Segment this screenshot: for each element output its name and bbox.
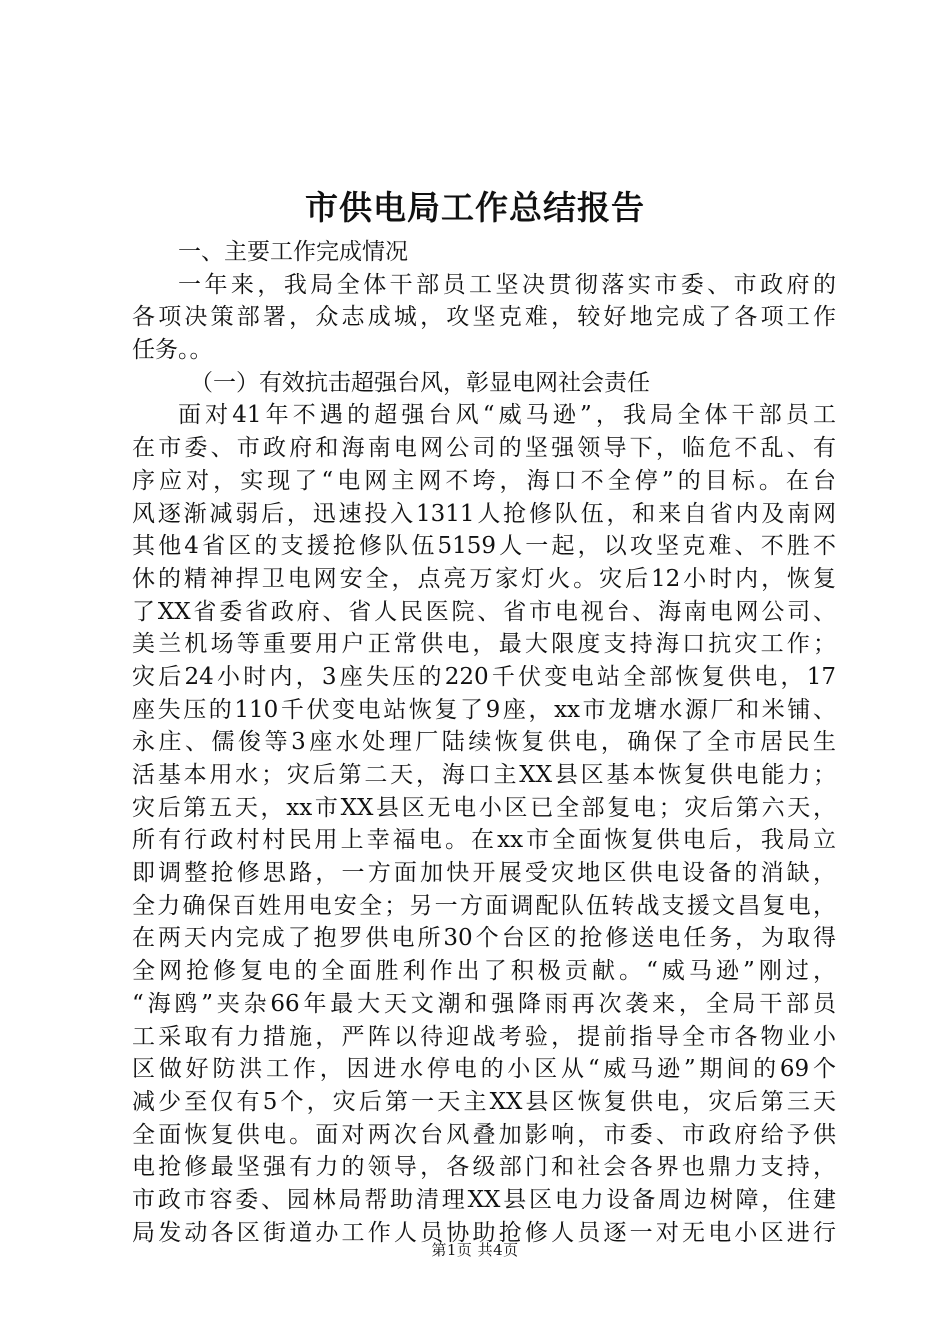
document-title: 市供电局工作总结报告 <box>305 188 645 227</box>
paragraph-line: 序应对，实现了“电网主网不垮，海口不全停”的目标。在台 <box>132 467 836 494</box>
document-body <box>132 236 836 1249</box>
paragraph-line: 美兰机场等重要用户正常供电，最大限度支持海口抗灾工作； <box>132 631 836 658</box>
paragraph-line: 工采取有力措施，严阵以待迎战考验，提前指导全市各物业小 <box>132 1023 836 1050</box>
paragraph-line: 其他4省区的支援抢修队伍5159人一起，以攻坚克难、不胜不 <box>132 533 836 560</box>
paragraph-line: 永庄、儒俊等3座水处理厂陆续恢复供电，确保了全市居民生 <box>132 729 836 756</box>
paragraph-line: 灾后24小时内，3座失压的220千伏变电站全部恢复供电，17 <box>132 663 836 690</box>
page-number-footer: 第1页 共4页 <box>431 1241 519 1259</box>
paragraph-line: 所有行政村村民用上幸福电。在xx市全面恢复供电后，我局立 <box>132 827 836 854</box>
paragraph-line: 面对41年不遇的超强台风“威马逊”，我局全体干部员工 <box>178 402 836 429</box>
paragraph-line: 减少至仅有5个，灾后第一天主XX县区恢复供电，灾后第三天 <box>132 1088 836 1115</box>
paragraph-line: 局发动各区街道办工作人员协助抢修人员逐一对无电小区进行 <box>132 1219 836 1246</box>
paragraph-line: 了XX省委省政府、省人民医院、省市电视台、海南电网公司、 <box>132 598 836 625</box>
paragraph-line: 一年来，我局全体干部员工坚决贯彻落实市委、市政府的 <box>178 271 836 298</box>
paragraph-line: 活基本用水；灾后第二天，海口主XX县区基本恢复供电能力； <box>132 762 836 788</box>
paragraph-line: 即调整抢修思路，一方面加快开展受灾地区供电设备的消缺， <box>132 860 836 887</box>
paragraph-line: 电抢修最坚强有力的领导，各级部门和社会各界也鼎力支持， <box>132 1154 836 1181</box>
paragraph-line: 休的精神捍卫电网安全，点亮万家灯火。灾后12小时内，恢复 <box>132 565 836 592</box>
paragraph-line: 全力确保百姓用电安全；另一方面调配队伍转战支援文昌复电， <box>132 892 836 919</box>
paragraph-line: 市政市容委、园林局帮助清理XX县区电力设备周边树障，住建 <box>132 1186 836 1213</box>
paragraph-line: 风逐渐减弱后，迅速投入1311人抢修队伍，和来自省内及南网 <box>132 500 836 527</box>
paragraph-line: 全网抢修复电的全面胜利作出了积极贡献。“威马逊”刚过， <box>132 958 836 985</box>
paragraph-line: 座失压的110千伏变电站恢复了9座，xx市龙塘水源厂和米铺、 <box>132 696 836 723</box>
section-heading-main-work: 一、主要工作完成情况 <box>178 239 408 265</box>
paragraph-line: 在市委、市政府和海南电网公司的坚强领导下，临危不乱、有 <box>132 435 836 462</box>
paragraph-line: 各项决策部署，众志成城，攻坚克难，较好地完成了各项工作 <box>132 304 836 331</box>
paragraph-line: 区做好防洪工作，因进水停电的小区从“威马逊”期间的69个 <box>132 1056 836 1083</box>
paragraph-line: 在两天内完成了抱罗供电所30个台区的抢修送电任务，为取得 <box>132 925 836 952</box>
paragraph-line: 任务。。 <box>132 337 213 364</box>
paragraph-line: “海鸥”夹杂66年最大天文潮和强降雨再次袭来，全局干部员 <box>132 990 836 1017</box>
paragraph-line: 全面恢复供电。面对两次台风叠加影响，市委、市政府给予供 <box>132 1121 836 1148</box>
subsection-heading-typhoon: （一）有效抗击超强台风，彰显电网社会责任 <box>190 369 650 396</box>
paragraph-line: 灾后第五天，xx市XX县区无电小区已全部复电；灾后第六天， <box>132 794 836 821</box>
